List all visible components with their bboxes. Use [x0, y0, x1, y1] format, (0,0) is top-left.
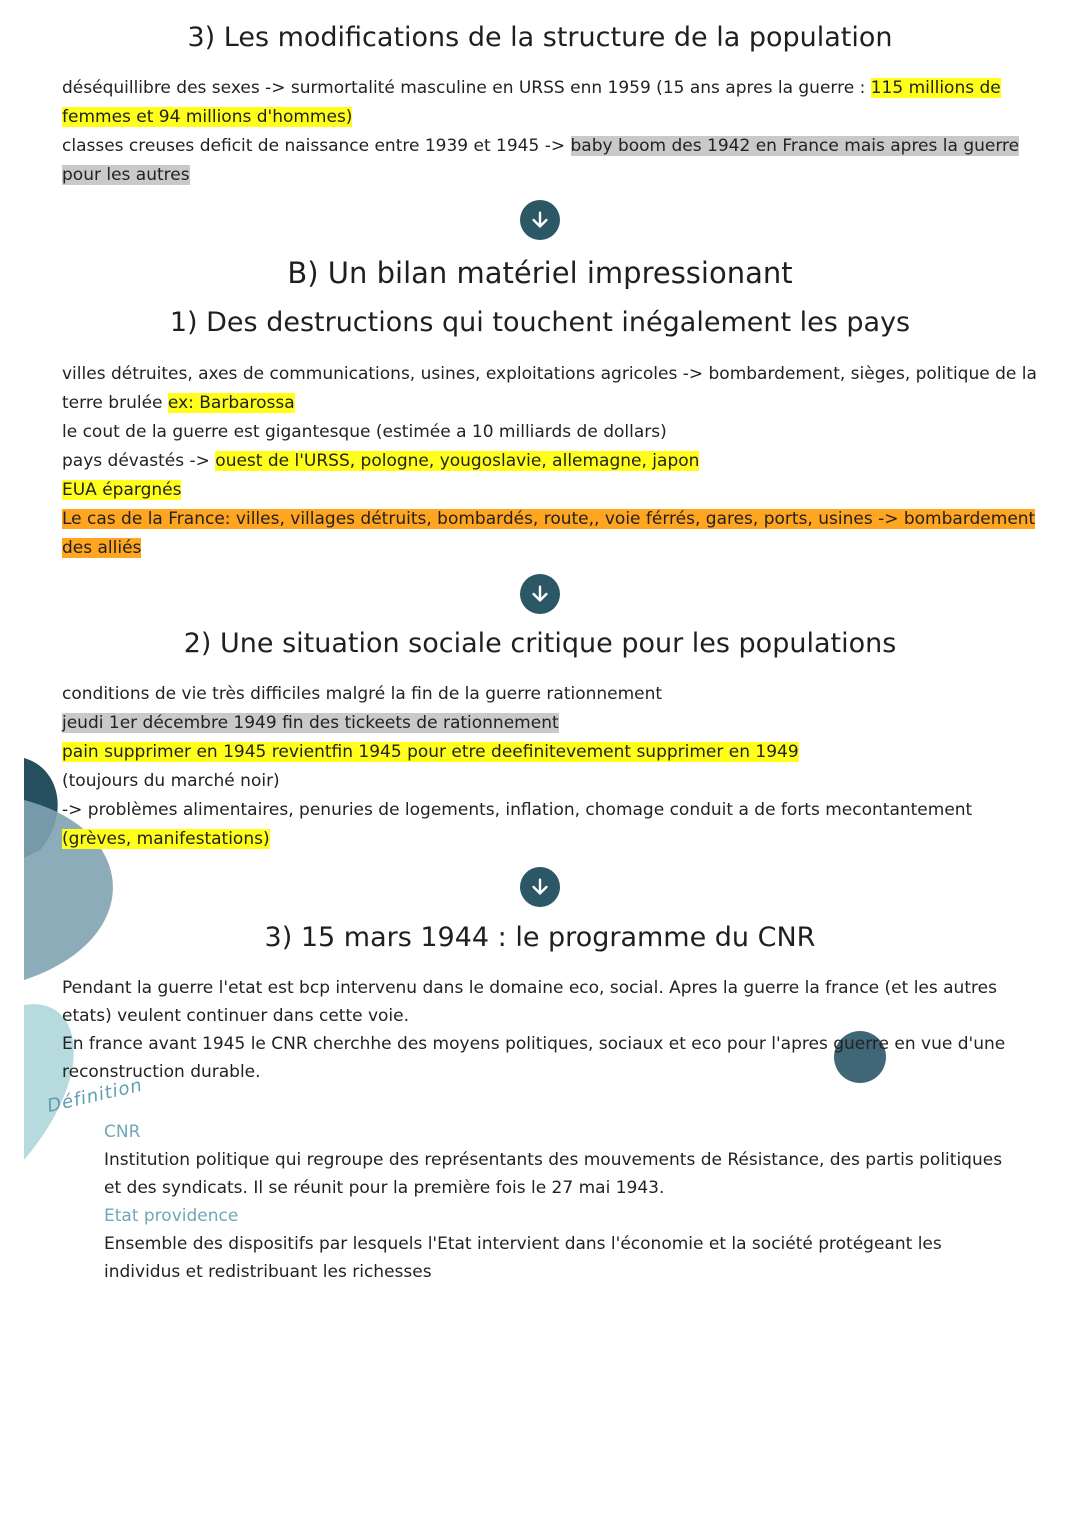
population-structure-text — [62, 74, 1037, 190]
text-line: pays dévastés -> — [62, 451, 216, 471]
text-line: Pendant la guerre l'etat est bcp intervenu dans le domaine eco, social. Apres la guerre la france (et les autres etats) veulent continuer dans cette voie. — [62, 978, 997, 1026]
section-title-cnr: 3) 15 mars 1944 : le programme du CNR — [264, 922, 816, 953]
definition-text: Institution politique qui regroupe des représentants des mouvements de Résistance, des partis politiques et des syndicats. Il se réunit pour la première fois le 27 mai 1943. — [104, 1150, 1003, 1198]
definition-text: Ensemble des dispositifs par lesquels l'Etat intervient dans l'économie et la société protégeant les individus et redistribuant les richesses — [104, 1234, 942, 1282]
text-line: En france avant 1945 le CNR cherchhe des moyens politiques, sociaux et eco pour l'apres guerre en vue d'une reconstruction durable. — [62, 1034, 1006, 1082]
text-line: (toujours du marché noir) — [62, 771, 280, 791]
highlight-yellow: 115 millions de femmes et 94 millions d'hommes) — [62, 78, 1001, 127]
text-line: villes détruites, axes de communications, usines, exploitations agricoles -> bombardement, sièges, politique de la terre brulée — [62, 364, 1037, 413]
text-line: le cout de la guerre est gigantesque (estimée a 10 milliards de dollars) — [62, 422, 667, 442]
highlight-yellow: ouest de l'URSS, pologne, yougoslavie, allemagne, japon — [215, 451, 700, 471]
highlight-grey: baby boom des 1942 en France mais apres la guerre pour les autres — [62, 136, 1020, 185]
highlight-yellow: ex: Barbarossa — [167, 393, 295, 413]
highlight-orange: Le cas de la France: villes, villages détruits, bombardés, route,, voie férrés, gares, ports, usines -> bombardement des alliés — [62, 509, 1036, 558]
definition-term: Etat providence — [104, 1206, 239, 1226]
text-line: classes creuses deficit de naissance entre 1939 et 1945 -> — [62, 136, 571, 156]
highlight-yellow: pain supprimer en 1945 revientfin 1945 pour etre deefinitevement supprimer en 1949 — [62, 742, 799, 762]
arrow-down-circle-icon — [520, 867, 560, 907]
section-title-population-structure: 3) Les modifications de la structure de la population — [187, 22, 893, 53]
highlight-grey: jeudi 1er décembre 1949 fin des tickeets de rationnement — [62, 713, 559, 733]
text-line: déséquillibre des sexes -> surmortalité masculine en URSS enn 1959 (15 ans apres la guerre : — [62, 78, 871, 98]
arrow-down-circle-icon — [520, 574, 560, 614]
definitions-list — [104, 1118, 1004, 1286]
destructions-text — [62, 360, 1037, 563]
social-situation-text — [62, 680, 1037, 854]
arrow-down-circle-icon — [520, 200, 560, 240]
definition-term: CNR — [104, 1122, 141, 1142]
text-line: conditions de vie très difficiles malgré la fin de la guerre rationnement — [62, 684, 663, 704]
highlight-yellow: (grèves, manifestations) — [62, 829, 270, 849]
part-b-title: B) Un bilan matériel impressionant — [287, 256, 793, 290]
section-title-social-situation: 2) Une situation sociale critique pour les populations — [183, 628, 897, 659]
definition-label: Définition — [45, 1074, 145, 1117]
text-line: -> problèmes alimentaires, penuries de logements, inflation, chomage conduit a de forts mecontantement — [62, 800, 973, 820]
highlight-yellow: EUA épargnés — [62, 480, 182, 500]
section-title-destructions: 1) Des destructions qui touchent inégalement les pays — [169, 307, 911, 338]
cnr-text — [62, 974, 1037, 1086]
